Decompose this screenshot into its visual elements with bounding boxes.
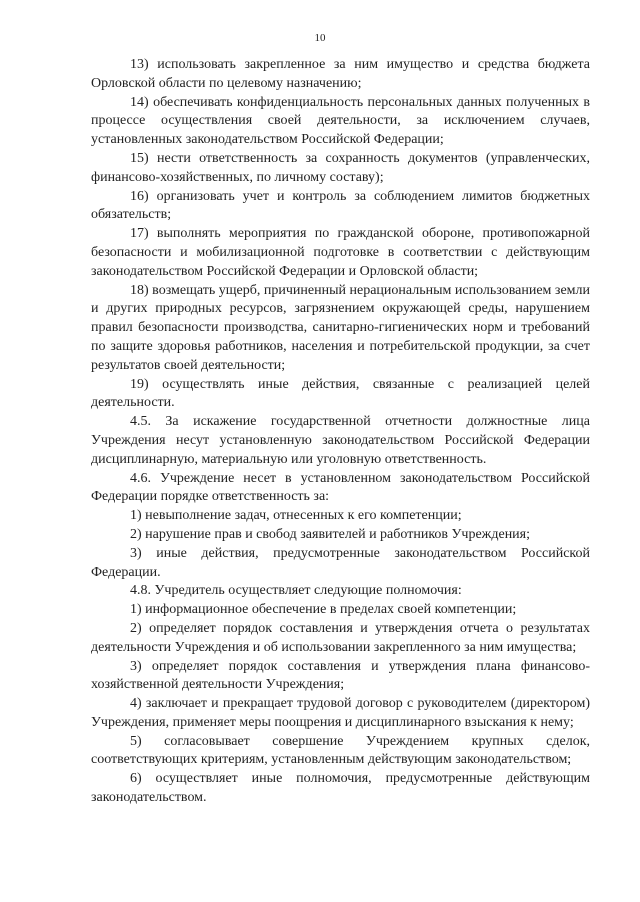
paragraph-item-13: 13) использовать закрепленное за ним имущество и средства бюджета Орловской области по целевому назначению; [91, 57, 590, 91]
paragraph-item-15: 15) нести ответственность за сохранность документов (управленческих, финансово-хозяйственных, по личному составу); [91, 150, 590, 185]
paragraph-item-19: 19) осуществлять иные действия, связанные с реализацией целей деятельности. [91, 376, 590, 411]
paragraph-item-16: 16) организовать учет и контроль за соблюдением лимитов бюджетных обязательств; [91, 188, 590, 223]
paragraph-4-6-item-2: 2) нарушение прав и свобод заявителей и работников Учреждения; [130, 526, 531, 542]
paragraph-4-8-item-1: 1) информационное обеспечение в пределах своей компетенции; [130, 602, 517, 618]
paragraph-4-8-item-5: 5) согласовывает совершение Учреждением крупных сделок, соответствующих критериям, установленным действующим законодательством; [91, 733, 590, 768]
paragraph-section-4-6: 4.6. Учреждение несет в установленном законодательством Российской Федерации порядке ответственность за: [91, 470, 590, 505]
paragraph-item-14: 14) обеспечивать конфиденциальность персональных данных полученных в процессе осуществления своей деятельности, за исключением случаев, установленных законодательством Российской Федерации; [91, 94, 590, 148]
page-number: 10 [314, 32, 326, 44]
paragraph-4-6-item-1: 1) невыполнение задач, отнесенных к его компетенции; [130, 508, 462, 524]
paragraph-4-8-item-2: 2) определяет порядок составления и утверждения отчета о результатах деятельности Учреждения и об использовании закрепленного за ним имущества; [91, 620, 590, 655]
paragraph-item-18: 18) возмещать ущерб, причиненный нерациональным использованием земли и других природных ресурсов, загрязнением окружающей среды, нарушением правил безопасности производства, санитарно-гигиенических норм и требований по защите здоровья работников, населения и потребительской продукции, за счет результатов своей деятельности; [91, 282, 590, 373]
paragraph-4-6-item-3: 3) иные действия, предусмотренные законодательством Российской Федерации. [91, 545, 590, 580]
paragraph-4-8-item-4: 4) заключает и прекращает трудовой договор с руководителем (директором) Учреждения, применяет меры поощрения и дисциплинарного взыскания к нему; [91, 696, 590, 730]
paragraph-section-4-5: 4.5. За искажение государственной отчетности должностные лица Учреждения несут установленную законодательством Российской Федерации дисциплинарную, материальную или уголовную ответственность. [91, 414, 590, 467]
paragraph-4-8-item-6: 6) осуществляет иные полномочия, предусмотренные действующим законодательством. [91, 771, 590, 806]
paragraph-4-8-item-3: 3) определяет порядок составления и утверждения плана финансово-хозяйственной деятельности Учреждения; [91, 658, 590, 693]
paragraph-section-4-8: 4.8. Учредитель осуществляет следующие полномочия: [130, 583, 462, 599]
paragraph-item-17: 17) выполнять мероприятия по гражданской обороне, противопожарной безопасности и мобилизационной подготовке в соответствии с действующим законодательством Российской Федерации и Орловской области; [91, 226, 590, 279]
document-body [91, 56, 590, 808]
